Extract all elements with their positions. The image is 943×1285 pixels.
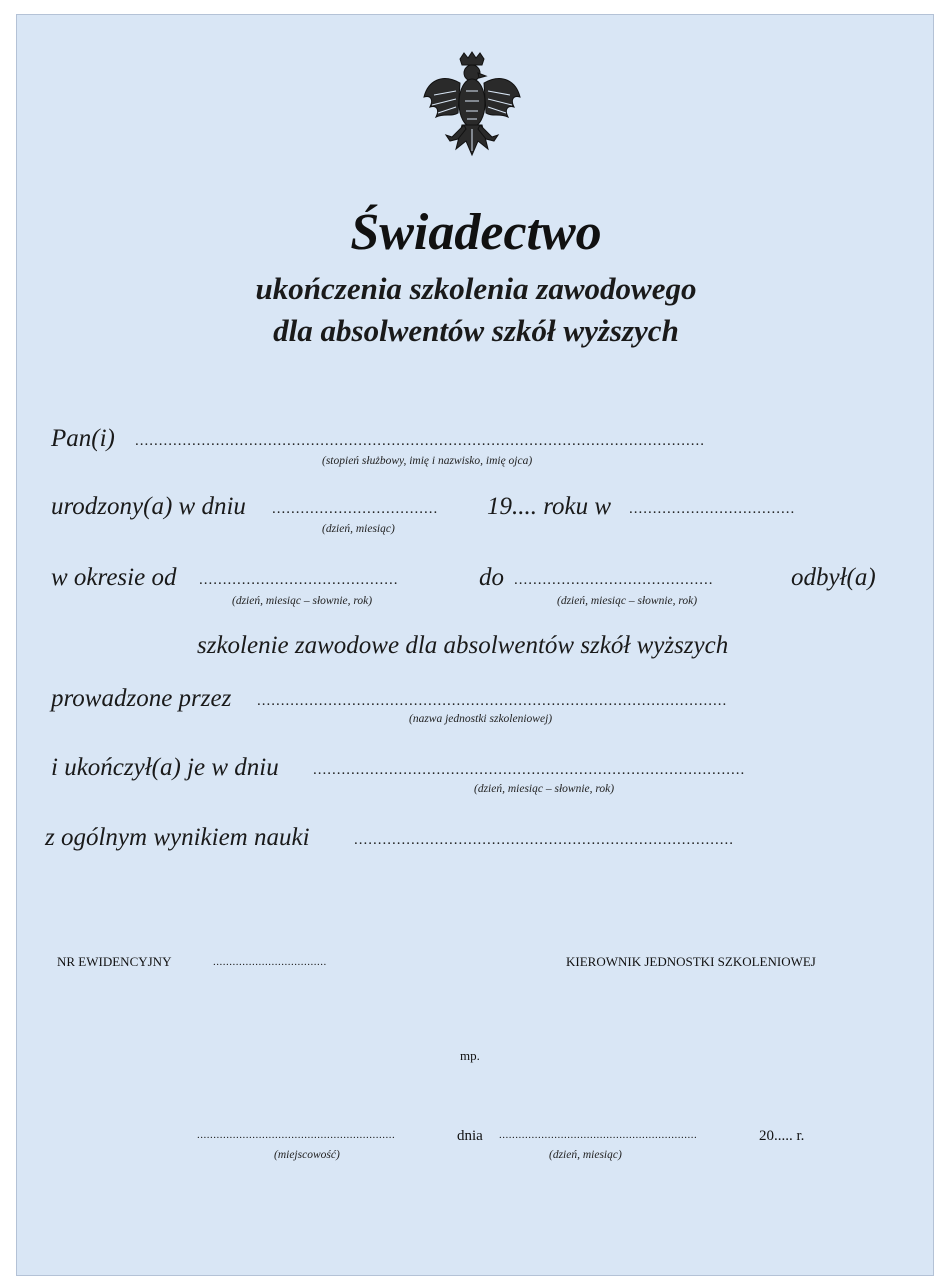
field-birthdate-dots: ................................... xyxy=(272,501,439,517)
field-organizer-hint: (nazwa jednostki szkoleniowej) xyxy=(409,713,553,725)
document-title: Świadectwo xyxy=(350,204,602,261)
date-hint: (dzień, miesiąc) xyxy=(549,1149,622,1161)
field-birthplace-dots: ................................... xyxy=(629,501,796,517)
document-subtitle-line2: dla absolwentów szkół wyższych xyxy=(273,313,679,348)
year-text: 20..... r. xyxy=(759,1128,805,1144)
field-birthdate-year-text: 19.... roku w xyxy=(487,493,612,520)
field-period-to-hint: (dzień, miesiąc – słownie, rok) xyxy=(557,595,698,607)
certificate-sheet xyxy=(16,14,934,1276)
head-of-unit-label: KIEROWNIK JEDNOSTKI SZKOLENIOWEJ xyxy=(566,954,816,969)
registry-number-label: NR EWIDENCYJNY xyxy=(57,954,172,969)
field-period-from-hint: (dzień, miesiąc – słownie, rok) xyxy=(232,595,373,607)
seal-place-label: mp. xyxy=(460,1048,480,1063)
field-organizer-label: prowadzone przez xyxy=(51,685,232,712)
field-name-label: Pan(i) xyxy=(51,425,115,452)
date-dots: ............................................................. xyxy=(499,1129,698,1141)
registry-number-dots: ................................... xyxy=(213,956,327,968)
training-description: szkolenie zawodowe dla absolwentów szkół wyższych xyxy=(197,632,729,659)
field-period-to-dots: .......................................... xyxy=(514,572,714,588)
date-label: dnia xyxy=(457,1128,483,1144)
field-completion-date-dots: ........................................................................................... xyxy=(313,762,746,778)
field-name-dots: ........................................................................................................................ xyxy=(135,433,705,449)
field-result-label: z ogólnym wynikiem nauki xyxy=(45,824,310,851)
field-period-from-dots: .......................................... xyxy=(199,572,399,588)
field-period-completed-text: odbył(a) xyxy=(791,564,876,591)
place-dots: ............................................................. xyxy=(197,1129,396,1141)
field-period-to-label: do xyxy=(479,564,504,591)
field-organizer-dots: ................................................................................................... xyxy=(257,693,728,709)
field-completion-date-hint: (dzień, miesiąc – słownie, rok) xyxy=(474,783,615,795)
field-result-dots: ................................................................................ xyxy=(354,832,734,848)
field-completion-date-label: i ukończył(a) je w dniu xyxy=(51,754,279,781)
document-subtitle-line1: ukończenia szkolenia zawodowego xyxy=(255,271,697,306)
polish-eagle-emblem-icon xyxy=(422,51,522,161)
place-hint: (miejscowość) xyxy=(274,1149,340,1161)
field-birthdate-hint: (dzień, miesiąc) xyxy=(322,523,395,535)
field-period-label: w okresie od xyxy=(51,564,177,591)
field-name-hint: (stopień służbowy, imię i nazwisko, imię ojca) xyxy=(322,455,533,467)
field-birthdate-label: urodzony(a) w dniu xyxy=(51,493,246,520)
